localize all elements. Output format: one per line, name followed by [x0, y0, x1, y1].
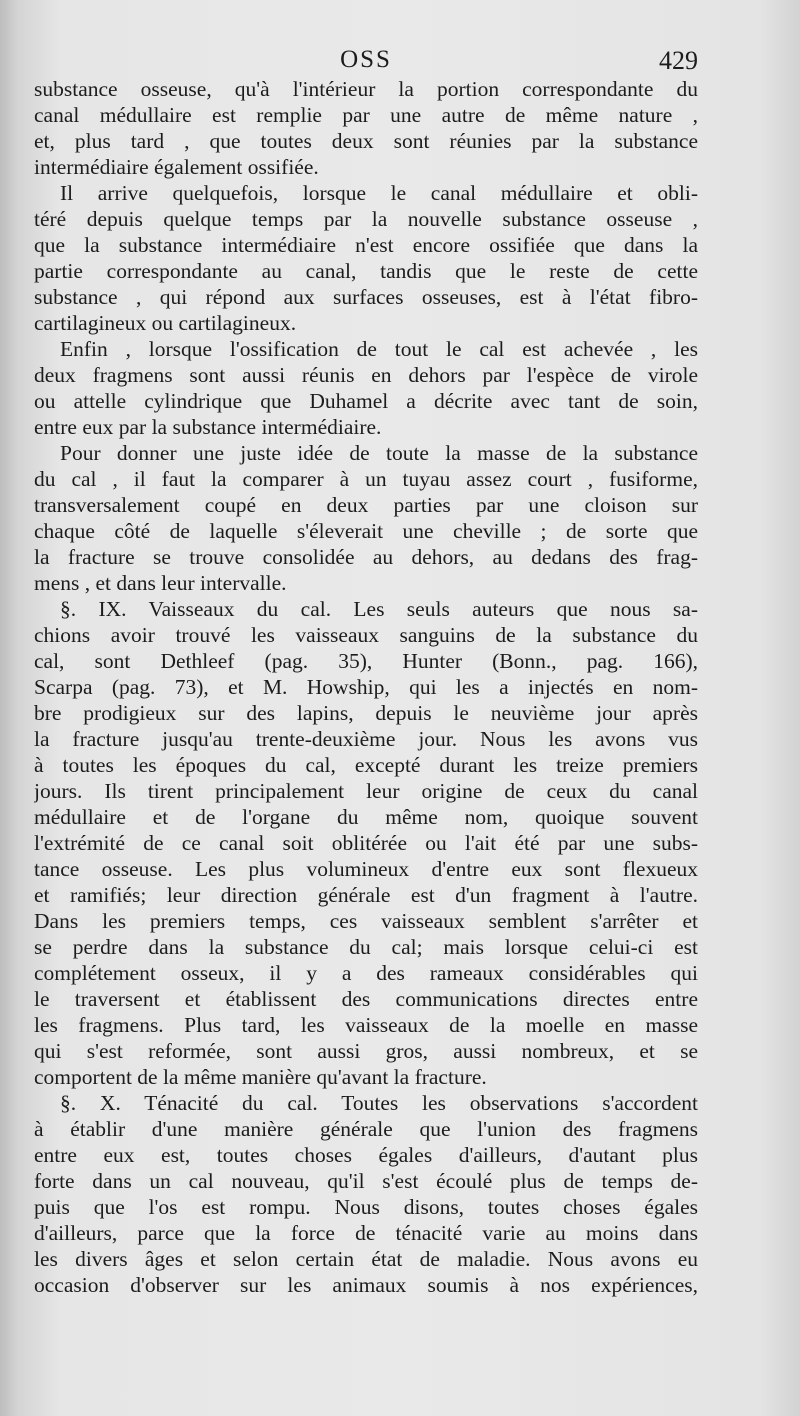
- text-line: les fragmens. Plus tard, les vaisseaux de la moelle en masse: [34, 1013, 698, 1037]
- page-header: [34, 46, 698, 80]
- text-line: transversalement coupé en deux parties par une cloison sur: [34, 493, 698, 517]
- text-line: forte dans un cal nouveau, qu'il s'est écoulé plus de temps de-: [34, 1169, 698, 1193]
- text-line: intermédiaire également ossifiée.: [34, 155, 319, 179]
- text-line: tance osseuse. Les plus volumineux d'entre eux sont flexueux: [34, 857, 698, 881]
- text-line: jours. Ils tirent principalement leur origine de ceux du canal: [34, 779, 698, 803]
- text-line: et ramifiés; leur direction générale est d'un fragment à l'autre.: [34, 883, 698, 907]
- running-head: OSS: [340, 46, 392, 73]
- text-line: puis que l'os est rompu. Nous disons, toutes choses égales: [34, 1195, 698, 1219]
- text-line: §. IX. Vaisseaux du cal. Les seuls auteurs que nous sa-: [60, 597, 698, 621]
- text-line: Dans les premiers temps, ces vaisseaux semblent s'arrêter et: [34, 909, 698, 933]
- text-line: entre eux est, toutes choses égales d'ailleurs, d'autant plus: [34, 1143, 698, 1167]
- text-line: occasion d'observer sur les animaux soumis à nos expériences,: [34, 1273, 698, 1297]
- text-line: le traversent et établissent des communications directes entre: [34, 987, 698, 1011]
- text-line: chaque côté de laquelle s'éleverait une cheville ; de sorte que: [34, 519, 698, 543]
- text-line: qui s'est reformée, sont aussi gros, aussi nombreux, et se: [34, 1039, 698, 1063]
- text-line: §. X. Ténacité du cal. Toutes les observations s'accordent: [60, 1091, 698, 1115]
- text-line: du cal , il faut la comparer à un tuyau assez court , fusiforme,: [34, 467, 698, 491]
- text-line: deux fragmens sont aussi réunis en dehors par l'espèce de virole: [34, 363, 698, 387]
- text-line: substance , qui répond aux surfaces osseuses, est à l'état fibro-: [34, 285, 698, 309]
- text-line: partie correspondante au canal, tandis que le reste de cette: [34, 259, 698, 283]
- text-line: chions avoir trouvé les vaisseaux sanguins de la substance du: [34, 623, 698, 647]
- text-line: entre eux par la substance intermédiaire.: [34, 415, 382, 439]
- text-line: que la substance intermédiaire n'est encore ossifiée que dans la: [34, 233, 698, 257]
- page-number: 429: [659, 46, 698, 75]
- body-text: [34, 76, 698, 1298]
- text-line: mens , et dans leur intervalle.: [34, 571, 287, 595]
- text-line: téré depuis quelque temps par la nouvelle substance osseuse ,: [34, 207, 698, 231]
- text-line: à établir d'une manière générale que l'union des fragmens: [34, 1117, 698, 1141]
- text-line: d'ailleurs, parce que la force de ténacité varie au moins dans: [34, 1221, 698, 1245]
- text-line: cartilagineux ou cartilagineux.: [34, 311, 297, 335]
- text-line: les divers âges et selon certain état de maladie. Nous avons eu: [34, 1247, 698, 1271]
- text-line: substance osseuse, qu'à l'intérieur la portion correspondante du: [34, 77, 698, 101]
- text-line: cal, sont Dethleef (pag. 35), Hunter (Bonn., pag. 166),: [34, 649, 698, 673]
- text-line: bre prodigieux sur des lapins, depuis le neuvième jour après: [34, 701, 698, 725]
- text-line: et, plus tard , que toutes deux sont réunies par la substance: [34, 129, 698, 153]
- text-line: l'extrémité de ce canal soit oblitérée ou l'ait été par une subs-: [34, 831, 698, 855]
- text-line: la fracture jusqu'au trente-deuxième jour. Nous les avons vus: [34, 727, 698, 751]
- text-line: Il arrive quelquefois, lorsque le canal médullaire et obli-: [60, 181, 698, 205]
- text-line: médullaire et de l'organe du même nom, quoique souvent: [34, 805, 698, 829]
- text-line: se perdre dans la substance du cal; mais lorsque celui-ci est: [34, 935, 698, 959]
- text-line: la fracture se trouve consolidée au dehors, au dedans des frag-: [34, 545, 698, 569]
- text-line: Enfin , lorsque l'ossification de tout le cal est achevée , les: [60, 337, 698, 361]
- text-line: à toutes les époques du cal, excepté durant les treize premiers: [34, 753, 698, 777]
- text-line: ou attelle cylindrique que Duhamel a décrite avec tant de soin,: [34, 389, 698, 413]
- text-line: complétement osseux, il y a des rameaux considérables qui: [34, 961, 698, 985]
- text-line: canal médullaire est remplie par une autre de même nature ,: [34, 103, 698, 127]
- text-line: Scarpa (pag. 73), et M. Howship, qui les a injectés en nom-: [34, 675, 698, 699]
- text-line: Pour donner une juste idée de toute la masse de la substance: [60, 441, 698, 465]
- text-line: comportent de la même manière qu'avant la fracture.: [34, 1065, 487, 1089]
